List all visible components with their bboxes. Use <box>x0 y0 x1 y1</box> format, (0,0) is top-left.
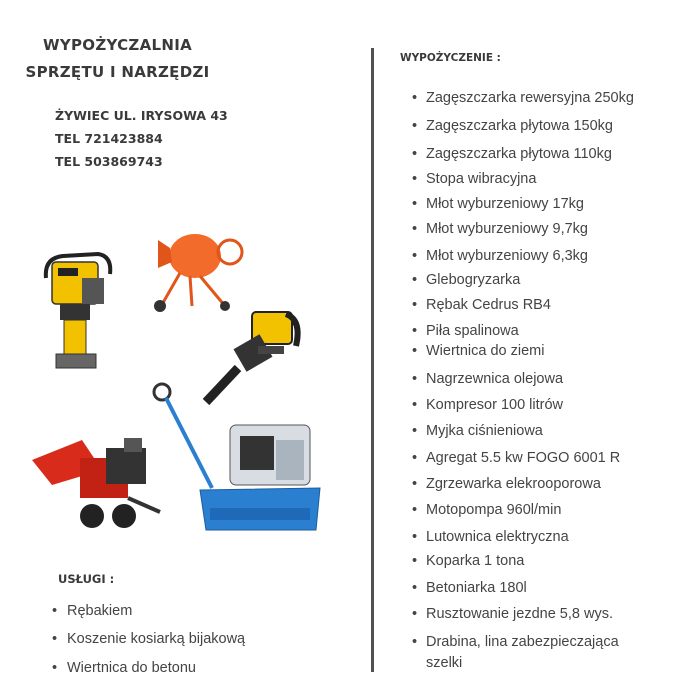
rental-item-label: Kompresor 100 litrów <box>426 397 563 413</box>
bullet-icon: • <box>412 397 418 413</box>
phone-2: TEL 503869743 <box>55 154 163 169</box>
bullet-icon: • <box>412 476 418 492</box>
rental-heading: WYPOŻYCZENIE : <box>400 52 501 64</box>
rental-item <box>412 634 619 650</box>
rental-item <box>412 580 527 596</box>
rental-item-label: Zgrzewarka elekrooporowa <box>426 476 601 492</box>
rental-item-label: Piła spalinowa <box>426 323 519 339</box>
phone-1: TEL 721423884 <box>55 131 163 146</box>
wood-chipper-image <box>32 430 162 535</box>
tamping-rammer-image <box>38 248 118 378</box>
bullet-icon: • <box>412 606 418 622</box>
bullet-icon: • <box>412 580 418 596</box>
service-item-label: Rębakiem <box>67 603 133 619</box>
bullet-icon: • <box>412 196 418 212</box>
service-item <box>52 660 196 676</box>
rental-item-label: Motopompa 960l/min <box>426 502 562 518</box>
concrete-mixer-image <box>150 218 250 318</box>
rental-item-label: Młot wyburzeniowy 17kg <box>426 196 584 212</box>
rental-item <box>412 146 612 162</box>
rental-item <box>412 655 462 671</box>
bullet-icon: • <box>52 660 58 676</box>
bullet-icon: • <box>412 297 418 313</box>
rental-item <box>412 450 620 466</box>
rental-item <box>412 502 561 518</box>
rental-item <box>412 248 588 264</box>
bullet-icon: • <box>412 118 418 134</box>
rental-item-label: Rusztowanie jezdne 5,8 wys. <box>426 606 613 622</box>
bullet-icon: • <box>412 371 418 387</box>
rental-item-label: Wiertnica do ziemi <box>426 343 545 359</box>
rental-item-label: szelki <box>426 655 463 671</box>
services-heading: USŁUGI : <box>58 572 115 586</box>
rental-item-label: Lutownica elektryczna <box>426 529 569 545</box>
bullet-icon: • <box>412 502 418 518</box>
rental-item-label: Nagrzewnica olejowa <box>426 371 564 387</box>
bullet-icon: • <box>412 450 418 466</box>
rental-item-label: Zagęszczarka płytowa 110kg <box>426 146 612 162</box>
rental-item <box>412 196 584 212</box>
bullet-icon: • <box>412 529 418 545</box>
rental-item <box>412 272 520 288</box>
bullet-icon: • <box>52 603 58 619</box>
rental-item-label: Młot wyburzeniowy 9,7kg <box>426 221 588 237</box>
rental-item <box>412 423 543 439</box>
rental-item-label: Myjka ciśnieniowa <box>426 423 543 439</box>
rental-item-label: Agregat 5.5 kw FOGO 6001 R <box>426 450 621 466</box>
rental-item <box>412 343 544 359</box>
rental-item <box>412 323 519 339</box>
rental-item <box>412 371 563 387</box>
bullet-icon: • <box>412 343 418 359</box>
rental-item-label: Glebogryzarka <box>426 272 521 288</box>
rental-item <box>412 606 613 622</box>
rental-item-label: Młot wyburzeniowy 6,3kg <box>426 248 588 264</box>
plate-compactor-image <box>150 380 325 560</box>
bullet-icon: • <box>412 553 418 569</box>
rental-item <box>412 171 536 187</box>
bullet-icon: • <box>412 171 418 187</box>
bullet-icon: • <box>412 323 418 339</box>
rental-item <box>412 476 601 492</box>
rental-item-label: Zagęszczarka rewersyjna 250kg <box>426 90 634 106</box>
rental-item-label: Stopa wibracyjna <box>426 171 537 187</box>
rental-item <box>412 90 634 106</box>
bullet-icon: • <box>412 423 418 439</box>
company-title-line2: SPRZĘTU I NARZĘDZI <box>25 63 210 81</box>
bullet-icon: • <box>412 248 418 264</box>
rental-item-label: Koparka 1 tona <box>426 553 525 569</box>
service-item-label: Wiertnica do betonu <box>67 660 196 676</box>
bullet-icon: • <box>412 221 418 237</box>
rental-item <box>412 397 563 413</box>
rental-item-label: Betoniarka 180l <box>426 580 527 596</box>
bullet-icon: • <box>412 146 418 162</box>
rental-item <box>412 297 551 313</box>
rental-item-label: Drabina, lina zabezpieczająca <box>426 634 619 650</box>
rental-item <box>412 529 569 545</box>
rental-item <box>412 553 524 569</box>
rental-item <box>412 118 613 134</box>
bullet-icon: • <box>412 90 418 106</box>
address: ŻYWIEC UL. IRYSOWA 43 <box>55 108 228 123</box>
column-divider <box>371 48 374 672</box>
service-item <box>52 631 245 647</box>
service-item-label: Koszenie kosiarką bijakową <box>67 631 246 647</box>
bullet-icon: • <box>52 631 58 647</box>
rental-item-label: Zagęszczarka płytowa 150kg <box>426 118 613 134</box>
rental-item-label: Rębak Cedrus RB4 <box>426 297 551 313</box>
company-title-line1: WYPOŻYCZALNIA <box>42 36 193 54</box>
rental-item <box>412 221 588 237</box>
service-item <box>52 603 132 619</box>
bullet-icon: • <box>412 272 418 288</box>
bullet-icon: • <box>412 634 418 650</box>
